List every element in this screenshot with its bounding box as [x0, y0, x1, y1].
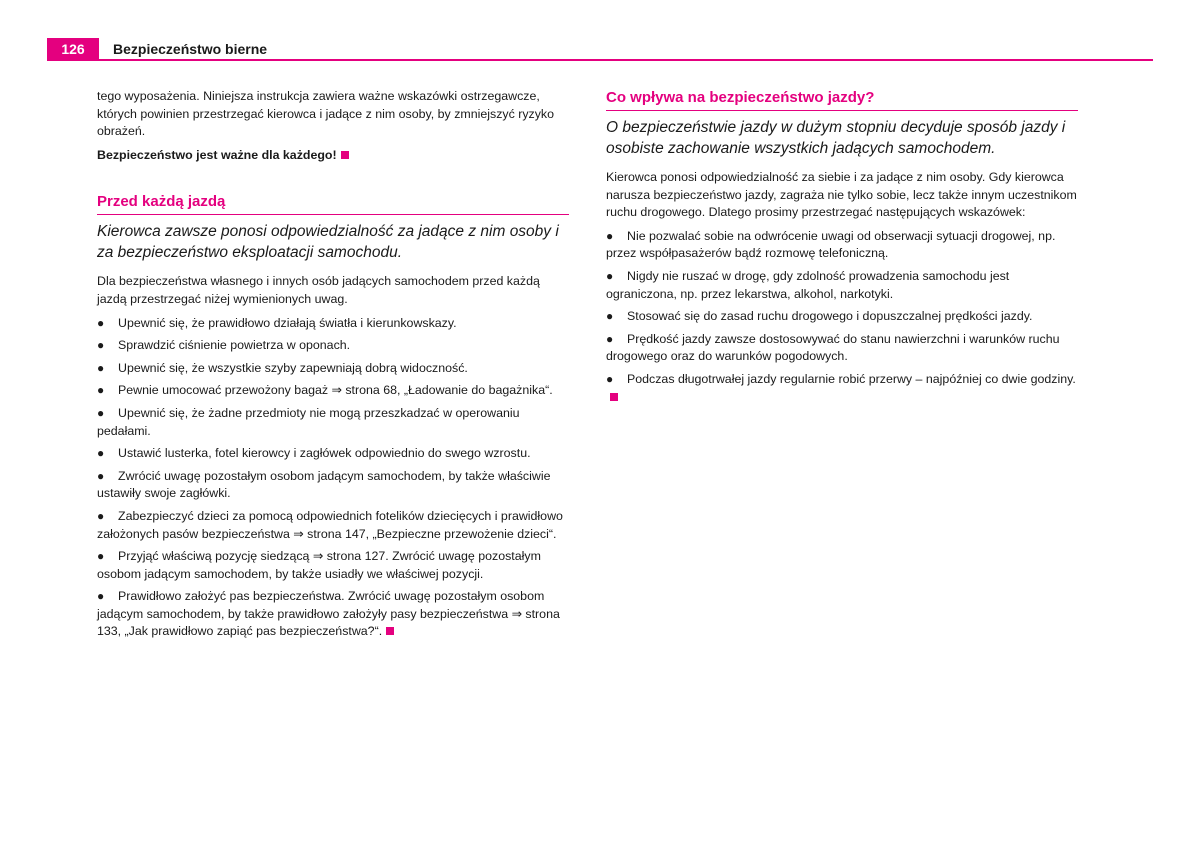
- header-rule: [47, 59, 1153, 61]
- list-item: ● Upewnić się, że prawidłowo działają światła i kierunkowskazy.: [97, 315, 569, 333]
- bullet-dot-icon: ●: [606, 371, 614, 386]
- list-item: ● Nie pozwalać sobie na odwrócenie uwagi od obserwacji sytuacji drogowej, np. przez współpasażerów bądź rozmowę telefoniczną.: [606, 228, 1056, 261]
- intro-paragraph: tego wyposażenia. Niniejsza instrukcja zawiera ważne wskazówki ostrzegawcze, których powinien przestrzegać kierowca i jadące z nim osoby, by zmniejszyć ryzyko obrażeń.: [97, 89, 555, 139]
- section-heading-driving-safety: Co wpływa na bezpieczeństwo jazdy?: [606, 88, 1078, 111]
- end-square-icon: [386, 627, 394, 635]
- checklist: [606, 228, 1078, 406]
- list-item: ● Ustawić lusterka, fotel kierowcy i zagłówek odpowiednio do swego wzrostu.: [97, 445, 569, 463]
- end-square-icon: [341, 151, 349, 159]
- checklist: [97, 315, 569, 642]
- lead-paragraph: Kierowca zawsze ponosi odpowiedzialność za jadące z nim osoby i za bezpieczeństwo eksploatacji samochodu.: [97, 223, 559, 262]
- body-paragraph: Kierowca ponosi odpowiedzialność za siebie i za jadące z nim osoby. Gdy kierowca narusza bezpieczeństwo jazdy, zagraża nie tylko sobie, lecz także innym uczestnikom ruchu drogowego. Dlatego prosimy przestrzegać następujących wskazówek:: [606, 170, 1077, 220]
- list-item: ● Prawidłowo założyć pas bezpieczeństwa. Zwrócić uwagę pozostałym osobom jadącym samochodem, by także prawidłowo założyły pasy bezpieczeństwa ⇒ strona 133, „Jak prawidłowo zapiąć pas bezpieczeństwa?“.: [97, 589, 560, 639]
- list-item: ● Sprawdzić ciśnienie powietrza w oponach.: [97, 337, 569, 355]
- bullet-dot-icon: ●: [97, 468, 105, 483]
- page-number: 126: [47, 38, 99, 60]
- bullet-dot-icon: ●: [606, 331, 614, 346]
- bullet-dot-icon: ●: [606, 268, 614, 283]
- chapter-title: Bezpieczeństwo bierne: [113, 41, 268, 57]
- body-paragraph: Dla bezpieczeństwa własnego i innych osób jadących samochodem przed każdą jazdą przestrzegać niżej wymienionych uwag.: [97, 274, 540, 306]
- bullet-dot-icon: ●: [606, 309, 614, 324]
- list-item: ● Pewnie umocować przewożony bagaż ⇒ strona 68, „Ładowanie do bagażnika“.: [97, 382, 569, 400]
- lead-paragraph: O bezpieczeństwie jazdy w dużym stopniu decyduje sposób jazdy i osobiste zachowanie wszystkich jadących samochodem.: [606, 119, 1066, 157]
- section-heading-before-driving: Przed każdą jazdą: [97, 192, 569, 215]
- bullet-dot-icon: ●: [606, 228, 614, 243]
- bullet-dot-icon: ●: [97, 549, 105, 564]
- list-item: ● Upewnić się, że wszystkie szyby zapewniają dobrą widoczność.: [97, 360, 569, 378]
- bullet-dot-icon: ●: [97, 383, 105, 398]
- end-square-icon: [610, 393, 618, 401]
- list-item: ● Stosować się do zasad ruchu drogowego i dopuszczalnej prędkości jazdy.: [606, 308, 1078, 326]
- important-note-text: Bezpieczeństwo jest ważne dla każdego!: [97, 147, 337, 162]
- bullet-dot-icon: ●: [97, 446, 105, 461]
- bullet-dot-icon: ●: [97, 508, 105, 523]
- list-item: ● Podczas długotrwałej jazdy regularnie robić przerwy – najpóźniej co dwie godziny.: [606, 371, 1078, 406]
- important-note: [97, 147, 569, 165]
- list-item: ● Zabezpieczyć dzieci za pomocą odpowiednich fotelików dziecięcych i prawidłowo założonych pasów bezpieczeństwa ⇒ strona 147, „Bezpieczne przewożenie dzieci“.: [97, 508, 563, 541]
- bullet-dot-icon: ●: [97, 360, 105, 375]
- left-column: [97, 88, 569, 646]
- list-item: ● Nigdy nie ruszać w drogę, gdy zdolność prowadzenia samochodu jest ograniczona, np. przez lekarstwa, alkohol, narkotyki.: [606, 268, 1010, 301]
- page-header: [47, 38, 1153, 60]
- right-column: [606, 88, 1078, 411]
- bullet-dot-icon: ●: [97, 315, 105, 330]
- bullet-dot-icon: ●: [97, 405, 105, 420]
- list-item: ● Upewnić się, że żadne przedmioty nie mogą przeszkadzać w operowaniu pedałami.: [97, 405, 520, 438]
- list-item: ● Zwrócić uwagę pozostałym osobom jadącym samochodem, by także właściwie ustawiły swoje zagłówki.: [97, 468, 551, 501]
- list-item: ● Prędkość jazdy zawsze dostosowywać do stanu nawierzchni i warunków ruchu drogowego oraz do warunków pogodowych.: [606, 331, 1060, 364]
- bullet-dot-icon: ●: [97, 589, 105, 604]
- list-item: ● Przyjąć właściwą pozycję siedzącą ⇒ strona 127. Zwrócić uwagę pozostałym osobom jadącym samochodem, by także usiadły we właściwej pozycji.: [97, 549, 541, 581]
- bullet-dot-icon: ●: [97, 338, 105, 353]
